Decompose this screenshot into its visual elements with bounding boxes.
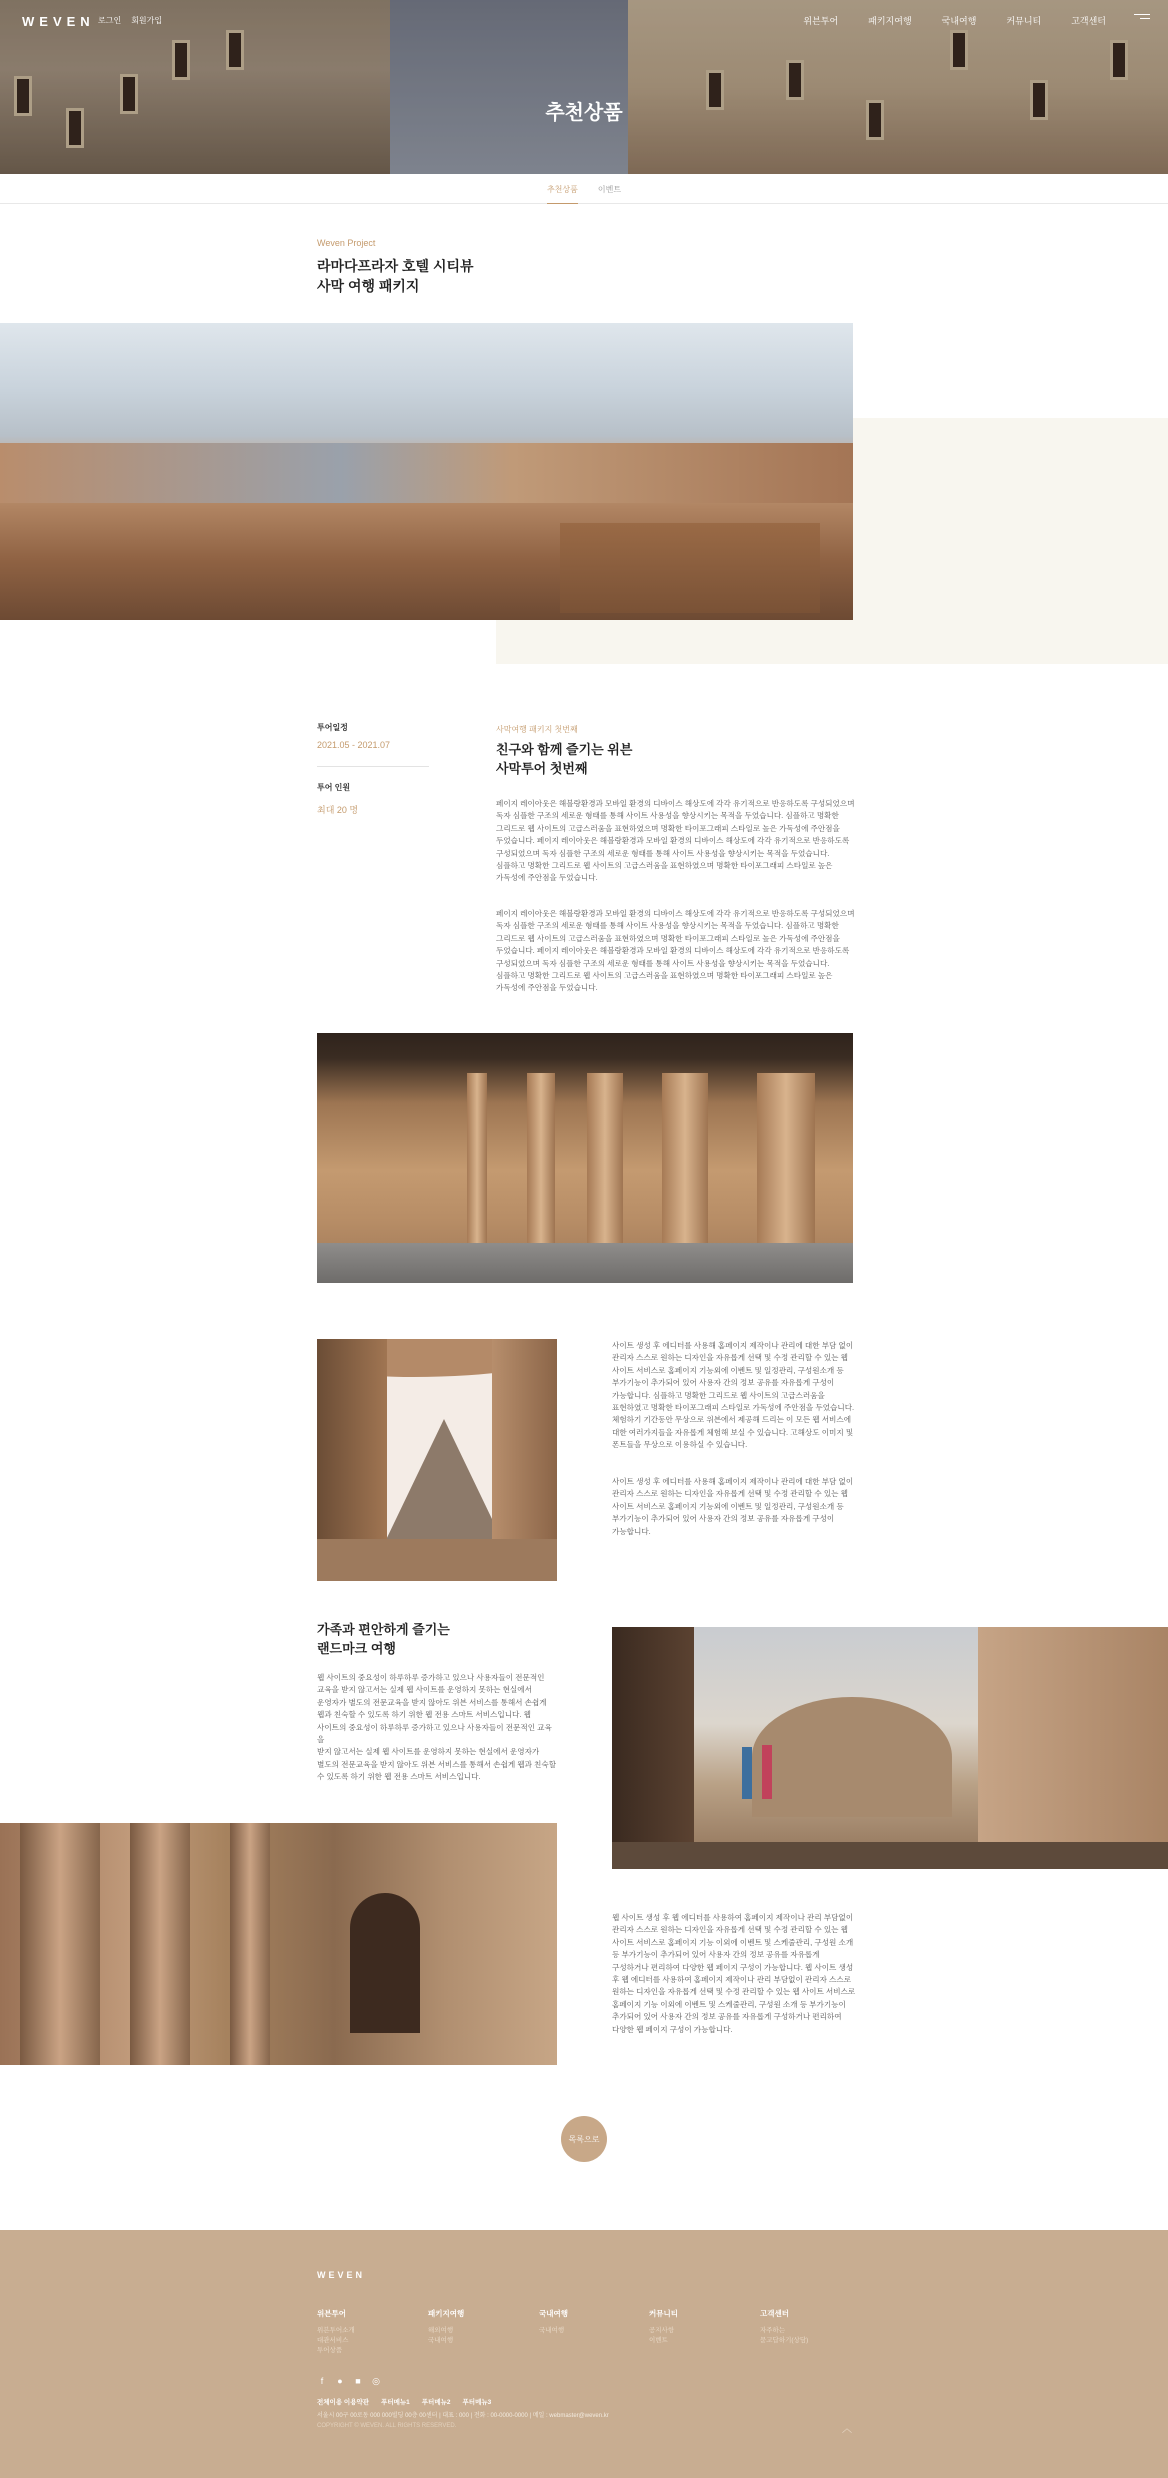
- section-title: 가족과 편안하게 즐기는 랜드마크 여행: [317, 1622, 450, 1656]
- footer-logo[interactable]: WEVEN: [317, 2270, 366, 2280]
- footer: [0, 2230, 1168, 2478]
- nav-item-community[interactable]: 커뮤니티: [1006, 16, 1042, 26]
- article-title: 친구와 함께 즐기는 위븐 사막투어 첫번째: [496, 742, 633, 776]
- side-text-1: 사이트 생성 후 에디터를 사용해 홈페이지 제작이나 관리에 대한 부담 없이 관리자 스스로 원하는 디자인을 자유롭게 선택 및 수정 관리할 수 있는 웹 사이트 서비스로 홈페이지 기능외에 이벤트 및 일정관리, 구성원소개 등 부가기능이 추가되어 있어 사용자 간의 정보 공유를 자유롭게 구성이 가능합니다. 심플하고 명확한 그리드로 웹 사이트의 고급스러움을 표현하였고 명확한 타이포그래피 스타일로 가독성에 주안점을 두었습니다. 체험하기 기간동안 무상으로 위븐에서 제공해 드리는 이 모든 웹 서비스에 대한 여러가지들을 자유롭게 체험해 보실 수 있습니다. 고해상도 이미지 및 폰트들을 무상으로 이용하실 수 있습니다.: [612, 1341, 855, 1450]
- instagram-icon[interactable]: ◎: [372, 2376, 380, 2386]
- article-eyebrow: 사막여행 패키지 첫번째: [496, 725, 578, 734]
- article-paragraph-2: 페이지 레이아웃은 해블랑환경과 모바일 환경의 디바이스 해상도에 각각 유기적으로 반응하도록 구성되었으며 독자 심플한 구조의 세로운 형태를 통해 사이트 사용성을 향상시키는 목적을 두었습니다. 심플하고 명확한 그리드로 웹 사이트의 고급스러움을 표현하였으며 명확한 타이포그래피 스타일로 높은 가독성에 주안점을 두었습니다. 페이지 레이아웃은 해블랑환경과 모바일 환경의 디바이스 해상도에 각각 유기적으로 반응하도록 구성되었으며 독자 심플한 구조의 세로운 형태를 통해 사이트 사용성을 향상시키는 목적을 두었습니다. 심플하고 명확한 그리드로 웹 사이트의 고급스러움을 표현하였으며 명확한 타이포그래피 스타일로 높은 가독성에 주안점을 두었습니다.: [496, 909, 855, 993]
- side-text-2: 사이트 생성 후 에디터를 사용해 홈페이지 제작이나 관리에 대한 부담 없이 관리자 스스로 원하는 디자인을 자유롭게 선택 및 수정 관리할 수 있는 웹 사이트 서비스로 홈페이지 기능외에 이벤트 및 일정관리, 구성원소개 등 부가기능이 추가되어 있어 사용자 간의 정보 공유를 자유롭게 구성이 가능합니다.: [612, 1477, 854, 1536]
- pyramid-image: [317, 1339, 557, 1581]
- hamburger-menu-icon[interactable]: [1134, 14, 1150, 24]
- hero-banner: [0, 0, 1168, 174]
- people-label: 투어 인원: [317, 783, 351, 792]
- scroll-top-icon[interactable]: ︿: [842, 2424, 852, 2435]
- article-paragraph-1: 페이지 레이아웃은 해블랑환경과 모바일 환경의 디바이스 해상도에 각각 유기적으로 반응하도록 구성되었으며 독자 심플한 구조의 세로운 형태를 통해 사이트 사용성을 향상시키는 목적을 두었습니다. 심플하고 명확한 그리드로 웹 사이트의 고급스러움을 표현하였으며 명확한 타이포그래피 스타일로 높은 가독성에 주안점을 두었습니다. 페이지 레이아웃은 해블랑환경과 모바일 환경의 디바이스 해상도에 각각 유기적으로 반응하도록 구성되었으며 독자 심플한 구조의 세로운 형태를 통해 사이트 사용성을 향상시키는 목적을 두었습니다. 심플하고 명확한 그리드로 웹 사이트의 고급스러움을 표현하였으며 명확한 타이포그래피 스타일로 높은 가독성에 주안점을 두었습니다.: [496, 799, 855, 883]
- desert-landscape-image: [0, 323, 853, 620]
- footer-col-community: 커뮤니티 공지사항 이벤트: [649, 2309, 678, 2344]
- period-label: 투어일정: [317, 723, 348, 732]
- talk-icon[interactable]: ■: [355, 2376, 361, 2386]
- section-paragraph: 웹 사이트의 중요성이 하루하루 증가하고 있으나 사용자들이 전문적인 교육을 받지 않고서는 실제 웹 사이트를 운영하지 못하는 현실에서 운영자가 별도의 전문교육을 받지 않아도 위븐 서비스를 통해서 손쉽게 웹과 친숙할 수 있도록 하기 위한 웹 전용 스마트 서비스입니다. 웹 사이트의 중요성이 하루하루 증가하고 있으나 사용자들이 전문적인 교육을 받지 않고서는 실제 웹 사이트를 운영하지 못하는 현실에서 운영자가 별도의 전문교육을 받지 않아도 위븐 서비스를 통해서 손쉽게 웹과 친숙할 수 있도록 하기 위한 웹 전용 스마트 서비스입니다.: [317, 1673, 557, 1782]
- facebook-icon[interactable]: f: [320, 2376, 324, 2386]
- side-text-3: 웹 사이트 생성 후 웹 에디터를 사용하여 홈페이지 제작이나 관리 부담없이 관리자 스스로 원하는 디자인을 자유롭게 선택 및 수정 관리할 수 있는 웹 사이트 서비스로 홈페이지 기능 이외에 이벤트 및 스케줄관리, 구성원 소개 등 부가기능이 추가되어 있어 사용자 간의 정보 공유를 자유롭게 구성하거나 편리하여 다양한 웹 페이지 구성이 가능합니다. 웹 사이트 생성 후 웹 에디터를 사용하여 홈페이지 제작이나 관리 부담없이 관리자 스스로 원하는 디자인을 자유롭게 선택 및 수정 관리할 수 있는 웹 사이트 서비스로 홈페이지 기능 이외에 이벤트 및 스케줄관리, 구성원 소개 등 부가기능이 추가되어 있어 사용자 간의 정보 공유를 자유롭게 구성하거나 편리하여 다양한 웹 페이지 구성이 가능합니다.: [612, 1913, 856, 2034]
- page-title: 추천상품: [545, 102, 623, 124]
- footer-col-tour: 위븐투어 위븐투어소개 대관서비스 투어상품: [317, 2309, 355, 2354]
- tab-recommended[interactable]: 추천상품: [547, 174, 578, 204]
- footer-col-domestic: 국내여행 국내여행: [539, 2309, 568, 2334]
- login-link[interactable]: 로그인: [98, 16, 122, 25]
- palace-gate-image: [0, 1823, 557, 2065]
- footer-col-package: 패키지여행 해외여행 국내여행: [428, 2309, 465, 2344]
- top-links: [98, 15, 162, 26]
- blog-icon[interactable]: ●: [337, 2376, 343, 2386]
- hikers-image: [612, 1627, 1168, 1869]
- global-nav: [803, 14, 1106, 27]
- sub-tabs: [0, 174, 1168, 204]
- sns-links: [317, 2376, 381, 2386]
- intro-eyebrow: Weven Project: [317, 238, 376, 248]
- tab-event[interactable]: 이벤트: [597, 185, 622, 194]
- intro-title: 라마다프라자 호텔 시티뷰 사막 여행 패키지: [317, 258, 474, 294]
- nav-item-domestic[interactable]: 국내여행: [941, 16, 977, 26]
- footer-copyright: COPYRIGHT © WEVEN. ALL RIGHTS RESERVED.: [317, 2423, 457, 2429]
- period-value: 2021.05 - 2021.07: [317, 740, 391, 750]
- divider: [317, 766, 429, 767]
- nav-item-package[interactable]: 패키지여행: [868, 16, 912, 26]
- site-logo[interactable]: WEVEN: [22, 14, 95, 29]
- nav-item-tour[interactable]: 위븐투어: [803, 16, 839, 26]
- nav-item-support[interactable]: 고객센터: [1071, 16, 1106, 26]
- signup-link[interactable]: 회원가입: [131, 16, 163, 25]
- footer-links: 전체이용 이용약관 푸터메뉴1 푸터메뉴2 푸터메뉴3: [317, 2399, 492, 2406]
- footer-address: 서울시 00구 00로동 000 000빌딩 00층 00센터 | 대표 : 000 | 전화 : 00-0000-0000 | 메일 : webmaster@weven.kr: [317, 2413, 609, 2419]
- list-button[interactable]: 목록으로: [561, 2116, 607, 2162]
- footer-col-support: 고객센터 자주하는 묻고답하기(상담): [760, 2309, 809, 2344]
- people-value: 최대 20 명: [317, 805, 359, 815]
- colonnade-image: [317, 1033, 853, 1283]
